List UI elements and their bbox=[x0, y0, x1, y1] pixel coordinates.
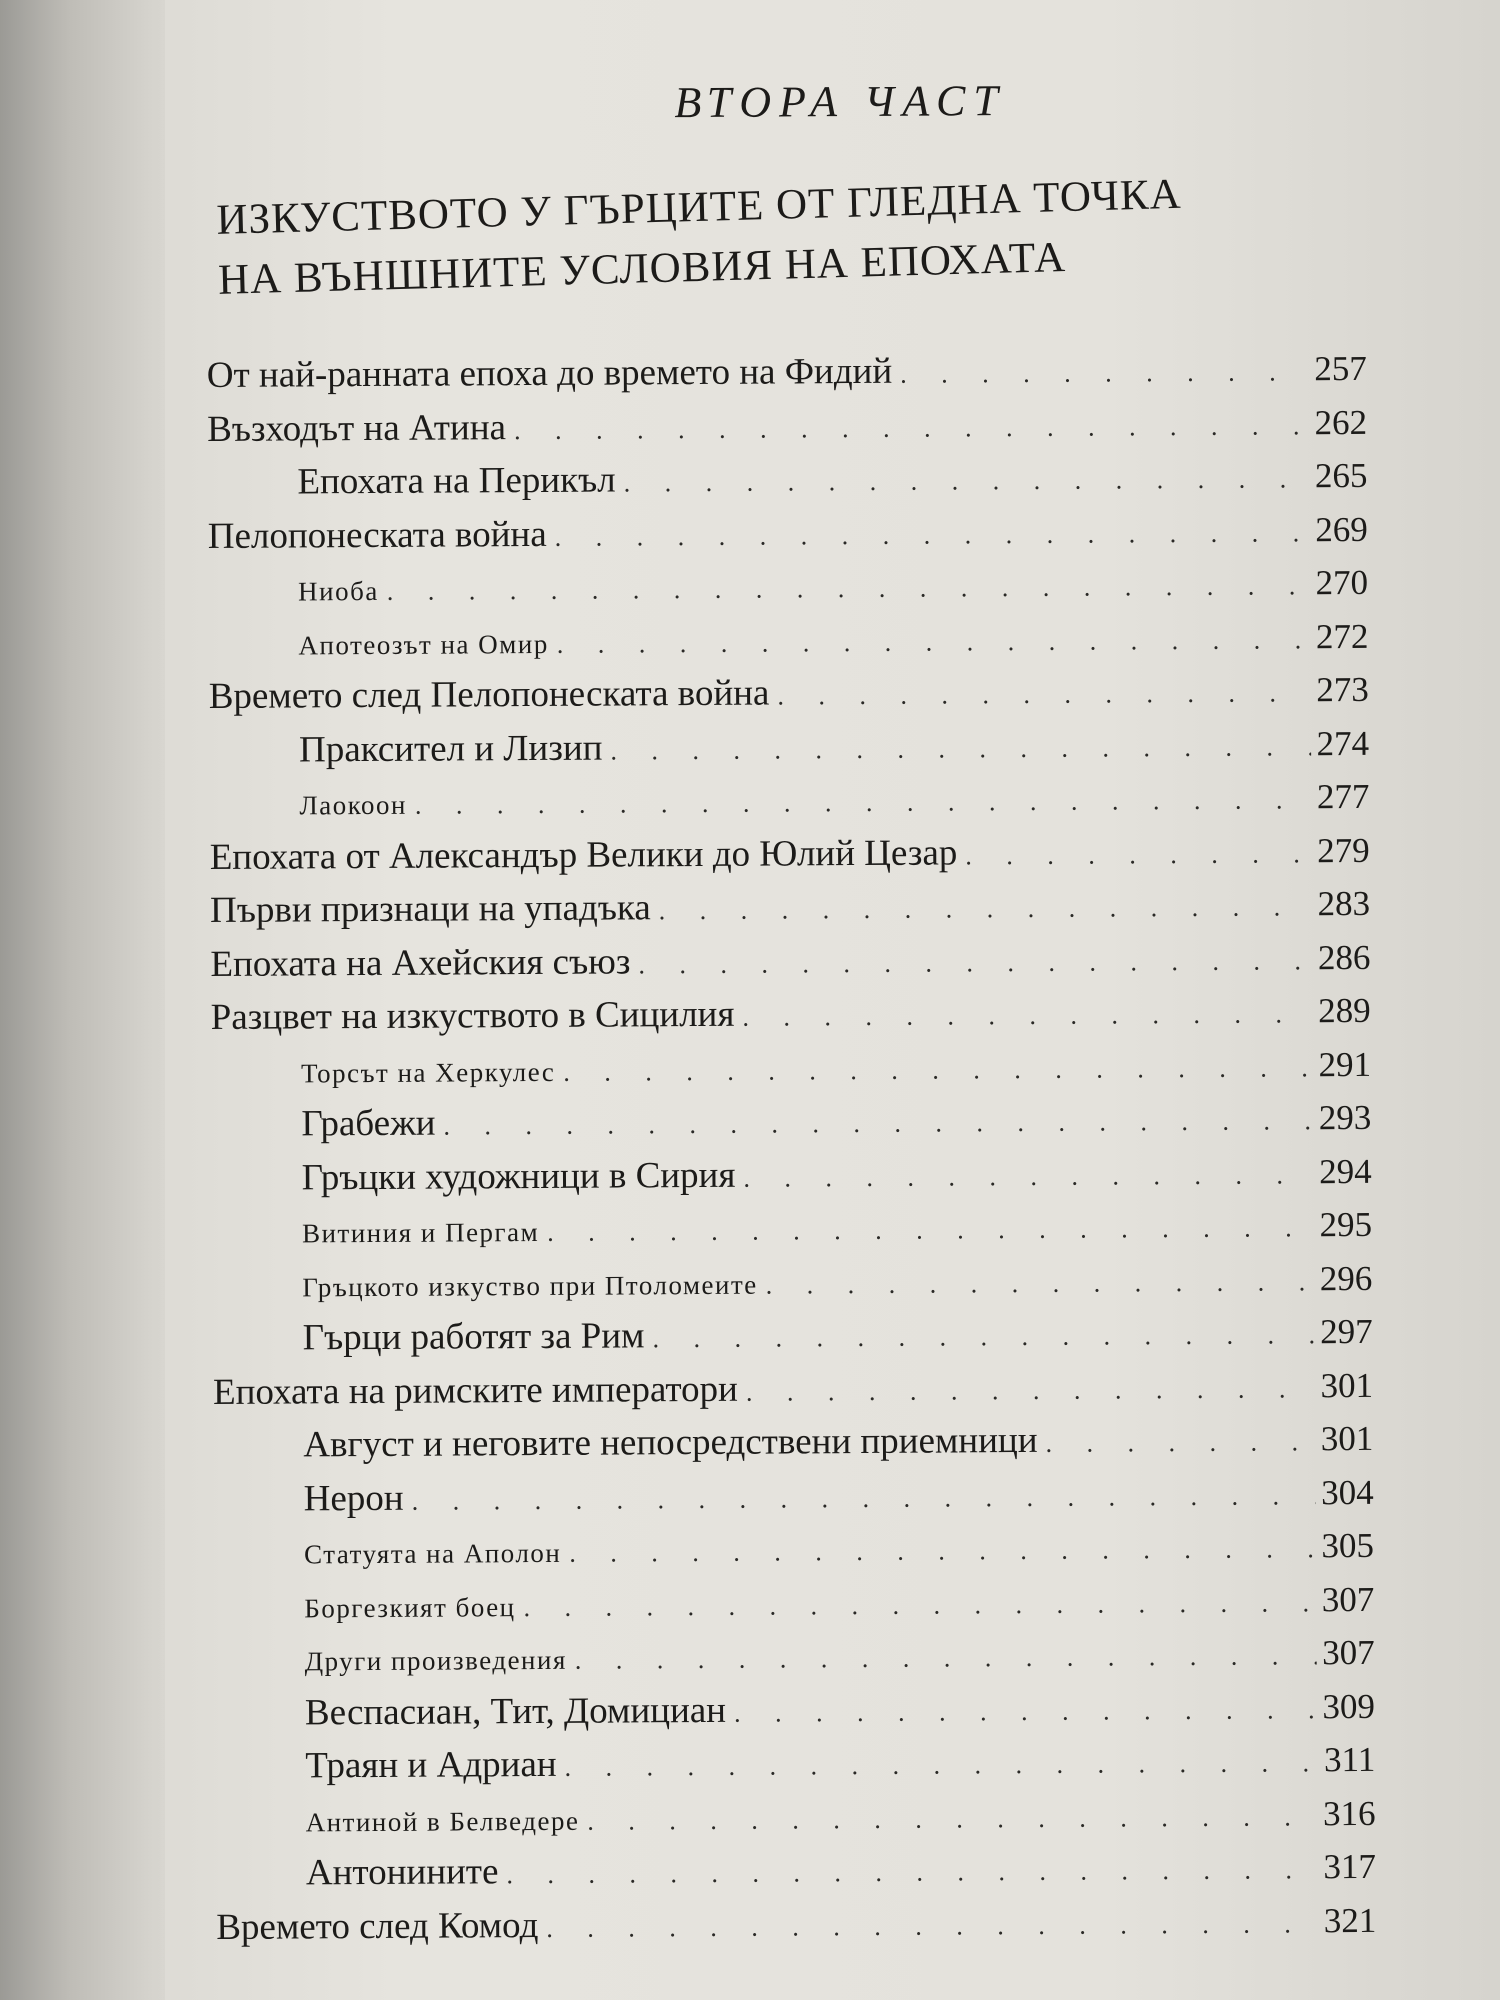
toc-entry bbox=[215, 1786, 1375, 1847]
toc-entry-page-number: 265 bbox=[1314, 455, 1368, 496]
toc-entry bbox=[214, 1572, 1374, 1633]
toc-entry bbox=[214, 1465, 1374, 1526]
toc-entry-page-number: 317 bbox=[1323, 1846, 1377, 1887]
toc-entry-page-number: 257 bbox=[1314, 348, 1367, 389]
toc-leader-dots bbox=[561, 1522, 1316, 1580]
toc-entry-title: Траян и Адриан bbox=[305, 1743, 557, 1787]
toc-leader-dots bbox=[567, 1629, 1317, 1687]
toc-entry-page-number: 309 bbox=[1322, 1686, 1376, 1726]
toc-entry bbox=[208, 556, 1368, 617]
toc-entry-title: Праксител и Лизип bbox=[298, 727, 603, 770]
toc-entry-title: Разцвет на изкуството в Сицилия bbox=[210, 993, 735, 1038]
toc-entry bbox=[211, 984, 1371, 1045]
toc-entry-title: Август и неговите непосредствени приемници bbox=[303, 1419, 1038, 1466]
toc-leader-dots bbox=[892, 345, 1309, 401]
toc-entry bbox=[211, 1037, 1371, 1098]
toc-leader-dots bbox=[1037, 1415, 1315, 1470]
toc-leader-dots bbox=[556, 1736, 1317, 1794]
toc-entry-title: Епохата на Ахейския съюз bbox=[210, 940, 631, 985]
toc-entry bbox=[210, 930, 1370, 991]
toc-entry bbox=[209, 770, 1369, 831]
toc-entry bbox=[212, 1198, 1372, 1259]
toc-entry-page-number: 311 bbox=[1323, 1739, 1376, 1780]
toc-entry-title: Торсът на Херкулес bbox=[300, 1056, 556, 1088]
toc-entry-page-number: 293 bbox=[1318, 1097, 1372, 1138]
toc-entry-page-number: 274 bbox=[1316, 723, 1370, 763]
toc-entry bbox=[216, 1893, 1376, 1954]
toc-entry bbox=[213, 1412, 1373, 1473]
toc-leader-dots bbox=[539, 1201, 1314, 1259]
toc-entry-page-number: 272 bbox=[1315, 616, 1369, 656]
toc-entry bbox=[212, 1251, 1372, 1312]
table-of-contents bbox=[205, 73, 1376, 1954]
toc-entry bbox=[209, 663, 1369, 724]
toc-leader-dots bbox=[515, 1576, 1316, 1634]
toc-entry bbox=[215, 1679, 1375, 1740]
toc-entry-title: Времето след Комод bbox=[216, 1904, 539, 1948]
toc-entry-title: Лаокоон bbox=[299, 789, 408, 821]
toc-entry bbox=[213, 1358, 1373, 1419]
toc-entry-page-number: 295 bbox=[1319, 1204, 1373, 1245]
toc-leader-dots bbox=[538, 1897, 1318, 1955]
toc-entry bbox=[211, 1091, 1371, 1152]
toc-entry-page-number: 301 bbox=[1320, 1365, 1374, 1405]
toc-entry-title: Епохата на римските императори bbox=[212, 1368, 739, 1413]
toc-entry bbox=[208, 502, 1368, 563]
toc-entry-title: Нерон bbox=[303, 1477, 404, 1519]
toc-leader-dots bbox=[555, 1041, 1313, 1099]
toc-leader-dots bbox=[735, 1148, 1314, 1205]
toc-entry bbox=[212, 1144, 1372, 1205]
toc-entry-page-number: 279 bbox=[1317, 830, 1370, 870]
toc-entry-page-number: 301 bbox=[1320, 1418, 1374, 1459]
toc-entry-title: Гърци работят за Рим bbox=[302, 1315, 645, 1359]
toc-entry-page-number: 321 bbox=[1323, 1900, 1377, 1940]
book-gutter-shadow bbox=[0, 0, 165, 2000]
toc-leader-dots bbox=[549, 613, 1311, 671]
toc-entry-title: Епохата на Перикъл bbox=[297, 459, 616, 503]
section-heading bbox=[216, 160, 1369, 311]
section-heading-line-2: НА ВЪНШНИТЕ УСЛОВИЯ НА ЕПОХАТА bbox=[217, 233, 1067, 304]
toc-entry bbox=[210, 823, 1370, 884]
toc-leader-dots bbox=[506, 399, 1309, 457]
toc-leader-dots bbox=[758, 1255, 1315, 1312]
toc-entry-page-number: 304 bbox=[1321, 1472, 1374, 1512]
toc-entry-title: Грабежи bbox=[301, 1102, 436, 1145]
toc-entry bbox=[214, 1519, 1374, 1580]
toc-leader-dots bbox=[403, 1469, 1315, 1528]
toc-entry bbox=[208, 609, 1368, 670]
toc-entry bbox=[207, 395, 1367, 456]
toc-entry bbox=[209, 716, 1369, 777]
toc-leader-dots bbox=[630, 934, 1312, 992]
toc-entry-page-number: 316 bbox=[1322, 1793, 1376, 1833]
toc-entry-page-number: 307 bbox=[1322, 1632, 1375, 1673]
toc-entry bbox=[215, 1733, 1375, 1794]
section-heading-line-1: ИЗКУСТВОТО У ГЪРЦИТЕ ОТ ГЛЕДНА ТОЧКА bbox=[215, 170, 1183, 244]
toc-entry bbox=[207, 342, 1367, 403]
toc-leader-dots bbox=[644, 1308, 1314, 1366]
toc-entry-title: Статуята на Аполон bbox=[303, 1537, 562, 1570]
toc-entry-title: Боргезкият боец bbox=[304, 1591, 516, 1623]
toc-leader-dots bbox=[616, 452, 1310, 510]
part-title: ВТОРА ЧАСТ bbox=[674, 76, 1006, 128]
toc-leader-dots bbox=[579, 1790, 1318, 1848]
toc-entry-page-number: 283 bbox=[1317, 883, 1371, 924]
toc-entry-page-number: 289 bbox=[1318, 990, 1371, 1031]
toc-entry-title: Веспасиан, Тит, Домициан bbox=[304, 1689, 727, 1733]
toc-entry-page-number: 270 bbox=[1315, 562, 1369, 603]
toc-entry-page-number: 297 bbox=[1320, 1311, 1373, 1352]
toc-entry bbox=[214, 1626, 1374, 1687]
toc-leader-dots bbox=[435, 1094, 1313, 1153]
toc-entry-title: Витиния и Пергам bbox=[301, 1216, 540, 1249]
toc-entry-page-number: 269 bbox=[1315, 509, 1368, 549]
toc-leader-dots bbox=[547, 506, 1310, 564]
toc-entry-page-number: 307 bbox=[1321, 1579, 1375, 1619]
toc-entry-title: Епохата от Александър Велики до Юлий Цезар bbox=[209, 831, 958, 878]
toc-entry-page-number: 305 bbox=[1321, 1525, 1375, 1566]
toc-entry-page-number: 294 bbox=[1319, 1151, 1372, 1191]
toc-entry-page-number: 262 bbox=[1314, 402, 1368, 442]
toc-leader-dots bbox=[602, 720, 1311, 778]
toc-leader-dots bbox=[957, 827, 1312, 883]
toc-entry-title: Възходът на Атина bbox=[207, 406, 507, 450]
toc-entry-title: Времето след Пелопонеската война bbox=[208, 672, 770, 717]
toc-leader-dots bbox=[726, 1683, 1317, 1740]
toc-entry-title: Гръцкото изкуство при Птоломеите bbox=[302, 1269, 758, 1302]
toc-entry-page-number: 296 bbox=[1319, 1258, 1373, 1298]
toc-entry bbox=[213, 1305, 1373, 1366]
toc-leader-dots bbox=[379, 559, 1311, 618]
toc-entry bbox=[207, 449, 1367, 510]
toc-leader-dots bbox=[498, 1843, 1318, 1902]
toc-entry-title: Апотеозът на Омир bbox=[298, 628, 549, 660]
toc-leader-dots bbox=[738, 1362, 1315, 1419]
toc-leader-dots bbox=[734, 987, 1313, 1044]
toc-entry-title: Антонините bbox=[305, 1851, 499, 1894]
toc-entry-title: Ниоба bbox=[298, 575, 379, 607]
toc-entry-page-number: 277 bbox=[1316, 776, 1370, 817]
toc-entry-title: Гръцки художници в Сирия bbox=[301, 1154, 736, 1198]
toc-entry bbox=[210, 877, 1370, 938]
toc-entry-title: Пелопонеската война bbox=[207, 513, 547, 557]
toc-entry-title: Първи признаци на упадъка bbox=[209, 887, 651, 931]
toc-entry-title: Антиной в Белведере bbox=[305, 1805, 580, 1837]
toc-entry-page-number: 286 bbox=[1317, 937, 1371, 977]
toc-entry bbox=[216, 1840, 1376, 1901]
toc-leader-dots bbox=[651, 880, 1313, 938]
toc-entry-page-number: 291 bbox=[1318, 1044, 1372, 1084]
toc-list bbox=[207, 342, 1377, 1954]
toc-leader-dots bbox=[407, 773, 1312, 832]
toc-entry-title: От най-ранната епоха до времето на Фидий bbox=[206, 350, 893, 396]
toc-entry-page-number: 273 bbox=[1316, 669, 1369, 710]
toc-entry-title: Други произведения bbox=[304, 1644, 567, 1677]
toc-leader-dots bbox=[769, 666, 1311, 723]
